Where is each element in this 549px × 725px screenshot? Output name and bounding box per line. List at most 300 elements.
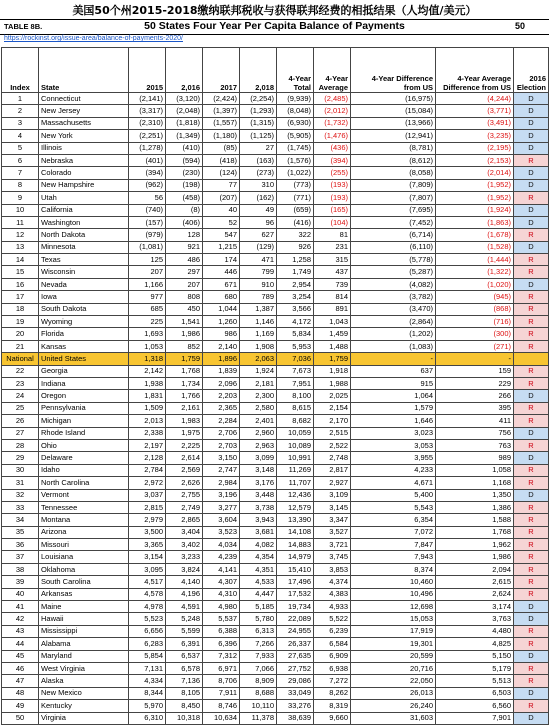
cell-y2016: 1,983 xyxy=(166,415,203,427)
cell-state: Indiana xyxy=(39,377,129,389)
cell-y2015: (394) xyxy=(129,167,166,179)
cell-y2015: 1,509 xyxy=(129,402,166,414)
cell-y2017: 8,706 xyxy=(203,675,240,687)
table-row xyxy=(2,576,549,588)
cell-election: D xyxy=(514,601,549,613)
cell-election: R xyxy=(514,539,549,551)
cell-y2016: 3,824 xyxy=(166,563,203,575)
cell-state: New Hampshire xyxy=(39,179,129,191)
cell-election xyxy=(514,353,549,365)
cell-state: Minnesota xyxy=(39,241,129,253)
cell-index: 44 xyxy=(2,638,39,650)
cell-average-difference: 1,768 xyxy=(436,526,514,538)
cell-y2015: 125 xyxy=(129,254,166,266)
cell-y2016: (1,818) xyxy=(166,117,203,129)
cell-index: 39 xyxy=(2,576,39,588)
cell-difference: 10,496 xyxy=(351,588,436,600)
cell-y2015: (962) xyxy=(129,179,166,191)
cell-average-difference: 4,480 xyxy=(436,625,514,637)
cell-index: 8 xyxy=(2,179,39,191)
cell-y2015: 2,128 xyxy=(129,452,166,464)
source-link[interactable]: https://rockinst.org/issue-area/balance-of-payments-2020/ xyxy=(4,35,183,42)
cell-index: 35 xyxy=(2,526,39,538)
cell-average: 9,660 xyxy=(314,712,351,724)
cell-y2016: 2,755 xyxy=(166,489,203,501)
cell-total: 3,566 xyxy=(277,303,314,315)
cell-average-difference: 2,094 xyxy=(436,563,514,575)
col-header-election: 2016 Election xyxy=(514,48,549,93)
cell-index: 21 xyxy=(2,340,39,352)
cell-y2017: 3,277 xyxy=(203,501,240,513)
cell-y2018: 27 xyxy=(240,142,277,154)
cell-y2018: (1,125) xyxy=(240,130,277,142)
cell-y2016: 297 xyxy=(166,266,203,278)
col-header-average: 4-Year Average xyxy=(314,48,351,93)
cell-state: New Mexico xyxy=(39,687,129,699)
cell-average-difference: 2,624 xyxy=(436,588,514,600)
cell-y2018: 2,580 xyxy=(240,402,277,414)
cell-average: 8,319 xyxy=(314,700,351,712)
cell-average: 3,853 xyxy=(314,563,351,575)
cell-index: 6 xyxy=(2,154,39,166)
cell-y2015: 2,013 xyxy=(129,415,166,427)
cell-y2016: (594) xyxy=(166,154,203,166)
cell-y2018: (163) xyxy=(240,154,277,166)
cell-y2018: 799 xyxy=(240,266,277,278)
cell-y2017: 2,140 xyxy=(203,340,240,352)
cell-average: 3,347 xyxy=(314,514,351,526)
cell-difference: (8,058) xyxy=(351,167,436,179)
cell-difference: (5,287) xyxy=(351,266,436,278)
cell-y2017: (124) xyxy=(203,167,240,179)
cell-election: R xyxy=(514,675,549,687)
cell-y2017: 4,310 xyxy=(203,588,240,600)
table-row xyxy=(2,514,549,526)
cell-y2017: 4,141 xyxy=(203,563,240,575)
cell-average-difference: (1,678) xyxy=(436,229,514,241)
cell-total: (9,939) xyxy=(277,93,314,105)
cell-average: 315 xyxy=(314,254,351,266)
table-row xyxy=(2,266,549,278)
cell-average-difference: 1,350 xyxy=(436,489,514,501)
cell-average: 3,721 xyxy=(314,539,351,551)
cell-y2017: 2,096 xyxy=(203,377,240,389)
cell-difference: 20,716 xyxy=(351,662,436,674)
cell-difference: 4,233 xyxy=(351,464,436,476)
cell-y2016: 4,140 xyxy=(166,576,203,588)
cell-state: North Carolina xyxy=(39,477,129,489)
table-row xyxy=(2,179,549,191)
cell-average-difference: 2,615 xyxy=(436,576,514,588)
cell-index: 50 xyxy=(2,712,39,724)
balance-table xyxy=(1,47,549,725)
cell-y2017: 6,396 xyxy=(203,638,240,650)
cell-average-difference: (868) xyxy=(436,303,514,315)
cell-y2015: 2,142 xyxy=(129,365,166,377)
cell-state: Wisconsin xyxy=(39,266,129,278)
cell-index: 18 xyxy=(2,303,39,315)
cell-election: R xyxy=(514,303,549,315)
cell-y2017: 1,215 xyxy=(203,241,240,253)
cell-average: 1,488 xyxy=(314,340,351,352)
cell-total: 14,979 xyxy=(277,551,314,563)
cell-y2018: 2,963 xyxy=(240,439,277,451)
table-row xyxy=(2,192,549,204)
cell-y2016: (406) xyxy=(166,216,203,228)
cell-election: D xyxy=(514,489,549,501)
cell-y2017: 6,971 xyxy=(203,662,240,674)
cell-average-difference: 159 xyxy=(436,365,514,377)
cell-y2017: 2,984 xyxy=(203,477,240,489)
cell-average-difference: 1,588 xyxy=(436,514,514,526)
cell-y2017: 2,703 xyxy=(203,439,240,451)
cell-election: R xyxy=(514,526,549,538)
cell-average-difference: 1,962 xyxy=(436,539,514,551)
cell-average-difference: (945) xyxy=(436,291,514,303)
table-row xyxy=(2,216,549,228)
table-body xyxy=(2,93,549,725)
cell-y2017: 10,634 xyxy=(203,712,240,724)
cell-index: 9 xyxy=(2,192,39,204)
table-row xyxy=(2,712,549,724)
table-row xyxy=(2,365,549,377)
cell-total: 11,269 xyxy=(277,464,314,476)
cell-election: R xyxy=(514,291,549,303)
cell-difference: 7,847 xyxy=(351,539,436,551)
cell-total: 22,089 xyxy=(277,613,314,625)
table-row xyxy=(2,427,549,439)
cell-y2015: 5,854 xyxy=(129,650,166,662)
table-row xyxy=(2,278,549,290)
cell-average: 8,262 xyxy=(314,687,351,699)
cell-y2016: 1,766 xyxy=(166,390,203,402)
cell-total: 926 xyxy=(277,241,314,253)
cell-y2015: 977 xyxy=(129,291,166,303)
cell-election: R xyxy=(514,638,549,650)
cell-total: 27,752 xyxy=(277,662,314,674)
cell-y2016: 2,865 xyxy=(166,514,203,526)
cell-election: R xyxy=(514,439,549,451)
cell-y2015: 4,578 xyxy=(129,588,166,600)
cell-y2015: 2,815 xyxy=(129,501,166,513)
cell-state: Colorado xyxy=(39,167,129,179)
cell-average-difference: - xyxy=(436,353,514,365)
cell-y2018: 2,401 xyxy=(240,415,277,427)
cell-average-difference: 7,901 xyxy=(436,712,514,724)
cell-y2017: 680 xyxy=(203,291,240,303)
cell-average: 437 xyxy=(314,266,351,278)
cell-average-difference: (300) xyxy=(436,328,514,340)
cell-average-difference: (1,952) xyxy=(436,179,514,191)
cell-index: 25 xyxy=(2,402,39,414)
cell-y2016: (3,120) xyxy=(166,93,203,105)
cell-average: 6,584 xyxy=(314,638,351,650)
cell-y2018: 1,387 xyxy=(240,303,277,315)
cell-election: R xyxy=(514,514,549,526)
cell-index: 29 xyxy=(2,452,39,464)
cell-y2016: 3,402 xyxy=(166,539,203,551)
cell-y2015: 1,693 xyxy=(129,328,166,340)
cell-y2015: (1,081) xyxy=(129,241,166,253)
cell-y2017: 671 xyxy=(203,278,240,290)
cell-election: R xyxy=(514,625,549,637)
cell-average-difference: (1,020) xyxy=(436,278,514,290)
cell-state: Georgia xyxy=(39,365,129,377)
cell-difference: 5,400 xyxy=(351,489,436,501)
cell-total: 29,086 xyxy=(277,675,314,687)
table-row xyxy=(2,340,549,352)
cell-total: 10,089 xyxy=(277,439,314,451)
cell-index: 11 xyxy=(2,216,39,228)
cell-y2017: 6,388 xyxy=(203,625,240,637)
table-row xyxy=(2,464,549,476)
cell-total: 33,049 xyxy=(277,687,314,699)
cell-state: Delaware xyxy=(39,452,129,464)
cell-y2016: 921 xyxy=(166,241,203,253)
cell-average-difference: 763 xyxy=(436,439,514,451)
cell-election: D xyxy=(514,241,549,253)
cell-average: 2,927 xyxy=(314,477,351,489)
cell-y2017: 2,365 xyxy=(203,402,240,414)
cell-average: 2,170 xyxy=(314,415,351,427)
cell-y2018: 11,378 xyxy=(240,712,277,724)
cell-difference: 6,354 xyxy=(351,514,436,526)
cell-y2017: (85) xyxy=(203,142,240,154)
cell-election: R xyxy=(514,316,549,328)
cell-y2016: 1,986 xyxy=(166,328,203,340)
cell-y2018: 471 xyxy=(240,254,277,266)
cell-y2017: 4,034 xyxy=(203,539,240,551)
cell-state: Mississippi xyxy=(39,625,129,637)
cell-total: 1,749 xyxy=(277,266,314,278)
cell-y2018: 7,266 xyxy=(240,638,277,650)
cell-y2015: 3,095 xyxy=(129,563,166,575)
cell-y2015: (979) xyxy=(129,229,166,241)
cell-index: National xyxy=(2,353,39,365)
cell-average: 1,759 xyxy=(314,353,351,365)
cell-total: 2,954 xyxy=(277,278,314,290)
cell-index: 7 xyxy=(2,167,39,179)
cell-election: D xyxy=(514,712,549,724)
cell-difference: 26,240 xyxy=(351,700,436,712)
cell-difference: 15,053 xyxy=(351,613,436,625)
cell-average-difference: (2,195) xyxy=(436,142,514,154)
cell-index: 20 xyxy=(2,328,39,340)
cell-y2016: 1,768 xyxy=(166,365,203,377)
cell-election: D xyxy=(514,452,549,464)
cell-average: 231 xyxy=(314,241,351,253)
cell-average-difference: (1,444) xyxy=(436,254,514,266)
col-header-state: State xyxy=(39,48,129,93)
cell-election: R xyxy=(514,254,549,266)
cell-index: 47 xyxy=(2,675,39,687)
cell-total: 26,337 xyxy=(277,638,314,650)
cell-election: D xyxy=(514,427,549,439)
cell-average-difference: (1,322) xyxy=(436,266,514,278)
cell-y2016: 2,569 xyxy=(166,464,203,476)
col-header-2016: 2,016 xyxy=(166,48,203,93)
cell-index: 1 xyxy=(2,93,39,105)
table-row xyxy=(2,700,549,712)
cell-y2018: (1,293) xyxy=(240,105,277,117)
col-header-2018: 2,018 xyxy=(240,48,277,93)
chinese-title: 美国50个州2015-2018缴纳联邦税收与获得联邦经费的相抵结果（人均值/美元） xyxy=(72,4,477,17)
cell-average: 1,459 xyxy=(314,328,351,340)
cell-election: R xyxy=(514,588,549,600)
cell-index: 22 xyxy=(2,365,39,377)
cell-average-difference: 1,386 xyxy=(436,501,514,513)
cell-y2016: 1,734 xyxy=(166,377,203,389)
cell-y2018: 3,738 xyxy=(240,501,277,513)
cell-index: 2 xyxy=(2,105,39,117)
col-header-average-difference: 4-Year Average Difference from US xyxy=(436,48,514,93)
cell-election: R xyxy=(514,501,549,513)
cell-y2017: 7,312 xyxy=(203,650,240,662)
cell-difference: 19,301 xyxy=(351,638,436,650)
cell-average-difference: 229 xyxy=(436,377,514,389)
cell-y2018: (129) xyxy=(240,241,277,253)
cell-index: 31 xyxy=(2,477,39,489)
cell-y2016: 2,225 xyxy=(166,439,203,451)
cell-average-difference: 756 xyxy=(436,427,514,439)
cell-difference: - xyxy=(351,353,436,365)
cell-y2015: 4,334 xyxy=(129,675,166,687)
cell-total: 12,579 xyxy=(277,501,314,513)
cell-average-difference: (1,528) xyxy=(436,241,514,253)
cell-y2018: 8,688 xyxy=(240,687,277,699)
cell-election: R xyxy=(514,700,549,712)
cell-state: Iowa xyxy=(39,291,129,303)
cell-y2018: 3,148 xyxy=(240,464,277,476)
cell-y2015: (401) xyxy=(129,154,166,166)
cell-difference: 22,050 xyxy=(351,675,436,687)
cell-total: (1,022) xyxy=(277,167,314,179)
cell-y2018: 4,351 xyxy=(240,563,277,575)
cell-state: New York xyxy=(39,130,129,142)
cell-average-difference: (4,244) xyxy=(436,93,514,105)
cell-difference: 3,053 xyxy=(351,439,436,451)
cell-index: 27 xyxy=(2,427,39,439)
cell-total: 7,951 xyxy=(277,377,314,389)
cell-election: R xyxy=(514,576,549,588)
cell-average-difference: (271) xyxy=(436,340,514,352)
cell-average: 1,988 xyxy=(314,377,351,389)
cell-average: 3,145 xyxy=(314,501,351,513)
cell-election: R xyxy=(514,477,549,489)
cell-y2018: 7,066 xyxy=(240,662,277,674)
cell-y2018: 1,908 xyxy=(240,340,277,352)
cell-index: 28 xyxy=(2,439,39,451)
cell-state: South Dakota xyxy=(39,303,129,315)
cell-y2015: 685 xyxy=(129,303,166,315)
cell-total: 8,615 xyxy=(277,402,314,414)
cell-y2016: 4,591 xyxy=(166,601,203,613)
cell-y2015: 2,338 xyxy=(129,427,166,439)
table-row xyxy=(2,662,549,674)
cell-index: 10 xyxy=(2,204,39,216)
cell-state: Kansas xyxy=(39,340,129,352)
table-row xyxy=(2,563,549,575)
cell-index: 5 xyxy=(2,142,39,154)
cell-y2017: 2,284 xyxy=(203,415,240,427)
cell-difference: (12,941) xyxy=(351,130,436,142)
cell-y2016: 2,626 xyxy=(166,477,203,489)
cell-total: 5,953 xyxy=(277,340,314,352)
cell-y2016: 5,248 xyxy=(166,613,203,625)
cell-average: 1,918 xyxy=(314,365,351,377)
cell-election: R xyxy=(514,563,549,575)
cell-y2017: 2,706 xyxy=(203,427,240,439)
cell-y2016: 4,196 xyxy=(166,588,203,600)
cell-y2015: 3,154 xyxy=(129,551,166,563)
cell-total: 15,410 xyxy=(277,563,314,575)
cell-average: 6,909 xyxy=(314,650,351,662)
cell-difference: (3,782) xyxy=(351,291,436,303)
cell-difference: 17,919 xyxy=(351,625,436,637)
cell-y2018: 7,933 xyxy=(240,650,277,662)
cell-y2017: 4,307 xyxy=(203,576,240,588)
cell-y2015: 207 xyxy=(129,266,166,278)
cell-y2018: 4,082 xyxy=(240,539,277,551)
cell-average-difference: 3,174 xyxy=(436,601,514,613)
cell-election: R xyxy=(514,662,549,674)
cell-average-difference: (716) xyxy=(436,316,514,328)
table-row xyxy=(2,130,549,142)
cell-y2015: (3,317) xyxy=(129,105,166,117)
table-row xyxy=(2,316,549,328)
cell-total: 8,682 xyxy=(277,415,314,427)
cell-y2016: 207 xyxy=(166,278,203,290)
cell-y2018: 5,780 xyxy=(240,613,277,625)
cell-y2016: 1,759 xyxy=(166,353,203,365)
cell-state: Alaska xyxy=(39,675,129,687)
cell-y2016: 2,614 xyxy=(166,452,203,464)
cell-average: (1,476) xyxy=(314,130,351,142)
cell-election: R xyxy=(514,551,549,563)
cell-average: 6,938 xyxy=(314,662,351,674)
cell-y2016: (2,048) xyxy=(166,105,203,117)
table-row xyxy=(2,204,549,216)
table-row xyxy=(2,93,549,105)
cell-average-difference: (1,924) xyxy=(436,204,514,216)
table-row xyxy=(2,105,549,117)
cell-y2018: 5,185 xyxy=(240,601,277,613)
cell-y2017: (1,397) xyxy=(203,105,240,117)
cell-y2018: (162) xyxy=(240,192,277,204)
cell-state: Washington xyxy=(39,216,129,228)
cell-y2018: 1,169 xyxy=(240,328,277,340)
cell-average: (193) xyxy=(314,192,351,204)
cell-state: Connecticut xyxy=(39,93,129,105)
cell-index: 41 xyxy=(2,601,39,613)
cell-y2016: 3,404 xyxy=(166,526,203,538)
cell-index: 33 xyxy=(2,501,39,513)
cell-total: (5,905) xyxy=(277,130,314,142)
cell-state: Wyoming xyxy=(39,316,129,328)
cell-total: 14,883 xyxy=(277,539,314,551)
cell-state: Alabama xyxy=(39,638,129,650)
table-row xyxy=(2,117,549,129)
table-row xyxy=(2,477,549,489)
table-row xyxy=(2,328,549,340)
cell-state: North Dakota xyxy=(39,229,129,241)
cell-y2016: 5,599 xyxy=(166,625,203,637)
cell-difference: (2,864) xyxy=(351,316,436,328)
cell-average: 3,745 xyxy=(314,551,351,563)
cell-index: 26 xyxy=(2,415,39,427)
cell-election: D xyxy=(514,216,549,228)
cell-y2015: (2,251) xyxy=(129,130,166,142)
